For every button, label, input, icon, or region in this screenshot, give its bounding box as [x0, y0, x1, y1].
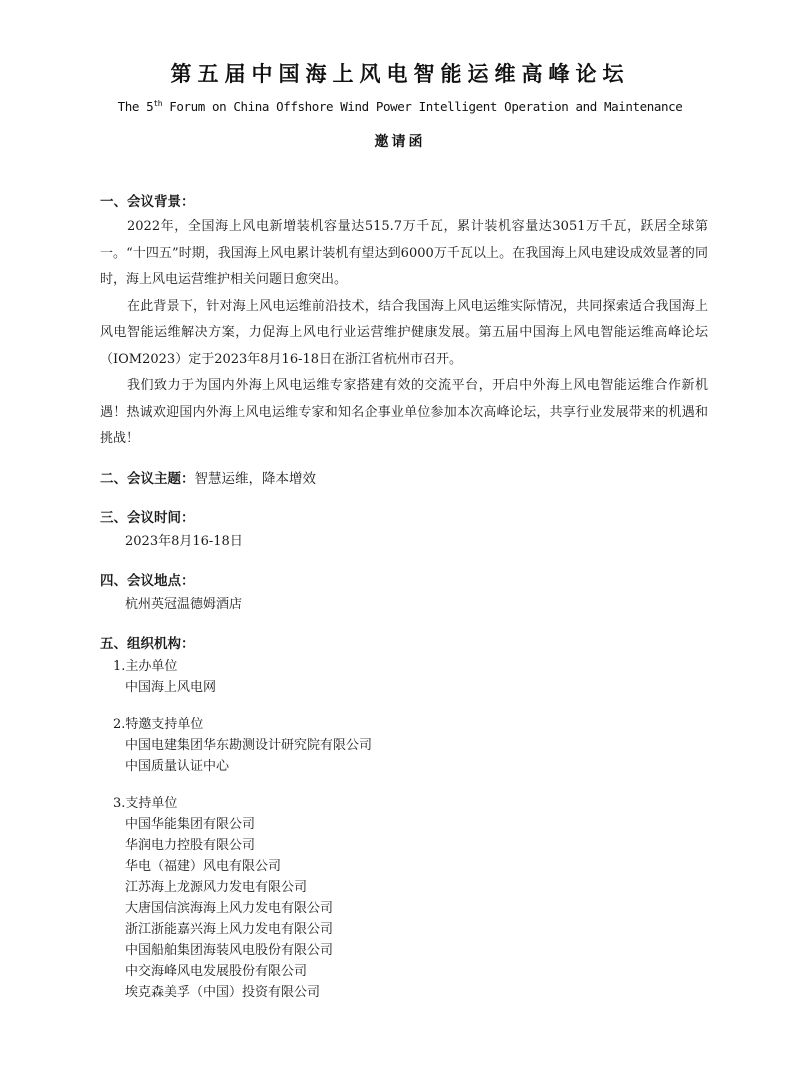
document-body — [100, 190, 708, 1003]
background-paragraph-1: 2022年，全国海上风电新增装机容量达515.7万千瓦，累计装机容量达3051万千瓦，跃居全球第一。“十四五”时期，我国海上风电累计装机有望达到6000万千瓦以上。在我国海上风电建设成效显著的同时，海上风电运营维护相关问题日愈突出。 — [100, 219, 708, 287]
org-group-label: 2.特邀支持单位 — [113, 716, 204, 732]
section-heading-organization: 五、组织机构： — [100, 635, 195, 652]
section-heading-theme: 二、会议主题： — [100, 470, 195, 487]
org-item: 江苏海上龙源风力发电有限公司 — [125, 879, 308, 895]
title-en-post: Forum on China Offshore Wind Power Intelligent Operation and Maintenance — [162, 99, 683, 114]
theme-value: 智慧运维，降本增效 — [194, 470, 316, 487]
time-value: 2023年8月16-18日 — [125, 533, 243, 549]
section-heading-location: 四、会议地点： — [100, 572, 195, 589]
org-item: 中国质量认证中心 — [125, 758, 230, 774]
org-group-label: 3.支持单位 — [113, 795, 178, 811]
title-en-sup: th — [153, 98, 163, 108]
org-item: 中交海峰风电发展股份有限公司 — [125, 963, 308, 979]
org-item: 埃克森美孚（中国）投资有限公司 — [125, 984, 321, 1000]
org-item: 中国电建集团华东勘测设计研究院有限公司 — [125, 737, 373, 753]
document-title-cn: 第五届中国海上风电智能运维高峰论坛 — [170, 62, 630, 86]
title-en-pre: The 5 — [117, 99, 154, 114]
org-item: 大唐国信滨海海上风力发电有限公司 — [125, 900, 334, 916]
org-item: 浙江浙能嘉兴海上风力发电有限公司 — [125, 921, 334, 937]
background-paragraph-3: 我们致力于为国内外海上风电运维专家搭建有效的交流平台，开启中外海上风电智能运维合作新机遇！热诚欢迎国内外海上风电运维专家和知名企事业单位参加本次高峰论坛，共享行业发展带来的机遇和挑战！ — [100, 378, 708, 446]
org-group-label: 1.主办单位 — [113, 658, 178, 674]
background-paragraph-2: 在此背景下，针对海上风电运维前沿技术，结合我国海上风电运维实际情况，共同探索适合我国海上风电智能运维解决方案，力促海上风电行业运营维护健康发展。第五届中国海上风电智能运维高峰论坛（IOM2023）定于2023年8月16-18日在浙江省杭州市召开。 — [100, 298, 708, 367]
org-item: 中国华能集团有限公司 — [125, 816, 256, 832]
org-item: 中国船舶集团海装风电股份有限公司 — [125, 942, 334, 958]
location-value: 杭州英冠温德姆酒店 — [125, 596, 243, 612]
section-heading-time: 三、会议时间： — [100, 509, 195, 526]
document-subtitle: 邀请函 — [374, 134, 426, 150]
section-heading-background: 一、会议背景： — [100, 194, 195, 210]
org-item: 中国海上风电网 — [125, 679, 217, 695]
org-item: 华润电力控股有限公司 — [125, 837, 256, 853]
org-item: 华电（福建）风电有限公司 — [125, 858, 282, 874]
document-title-en — [0, 99, 800, 114]
section-theme — [100, 467, 708, 491]
